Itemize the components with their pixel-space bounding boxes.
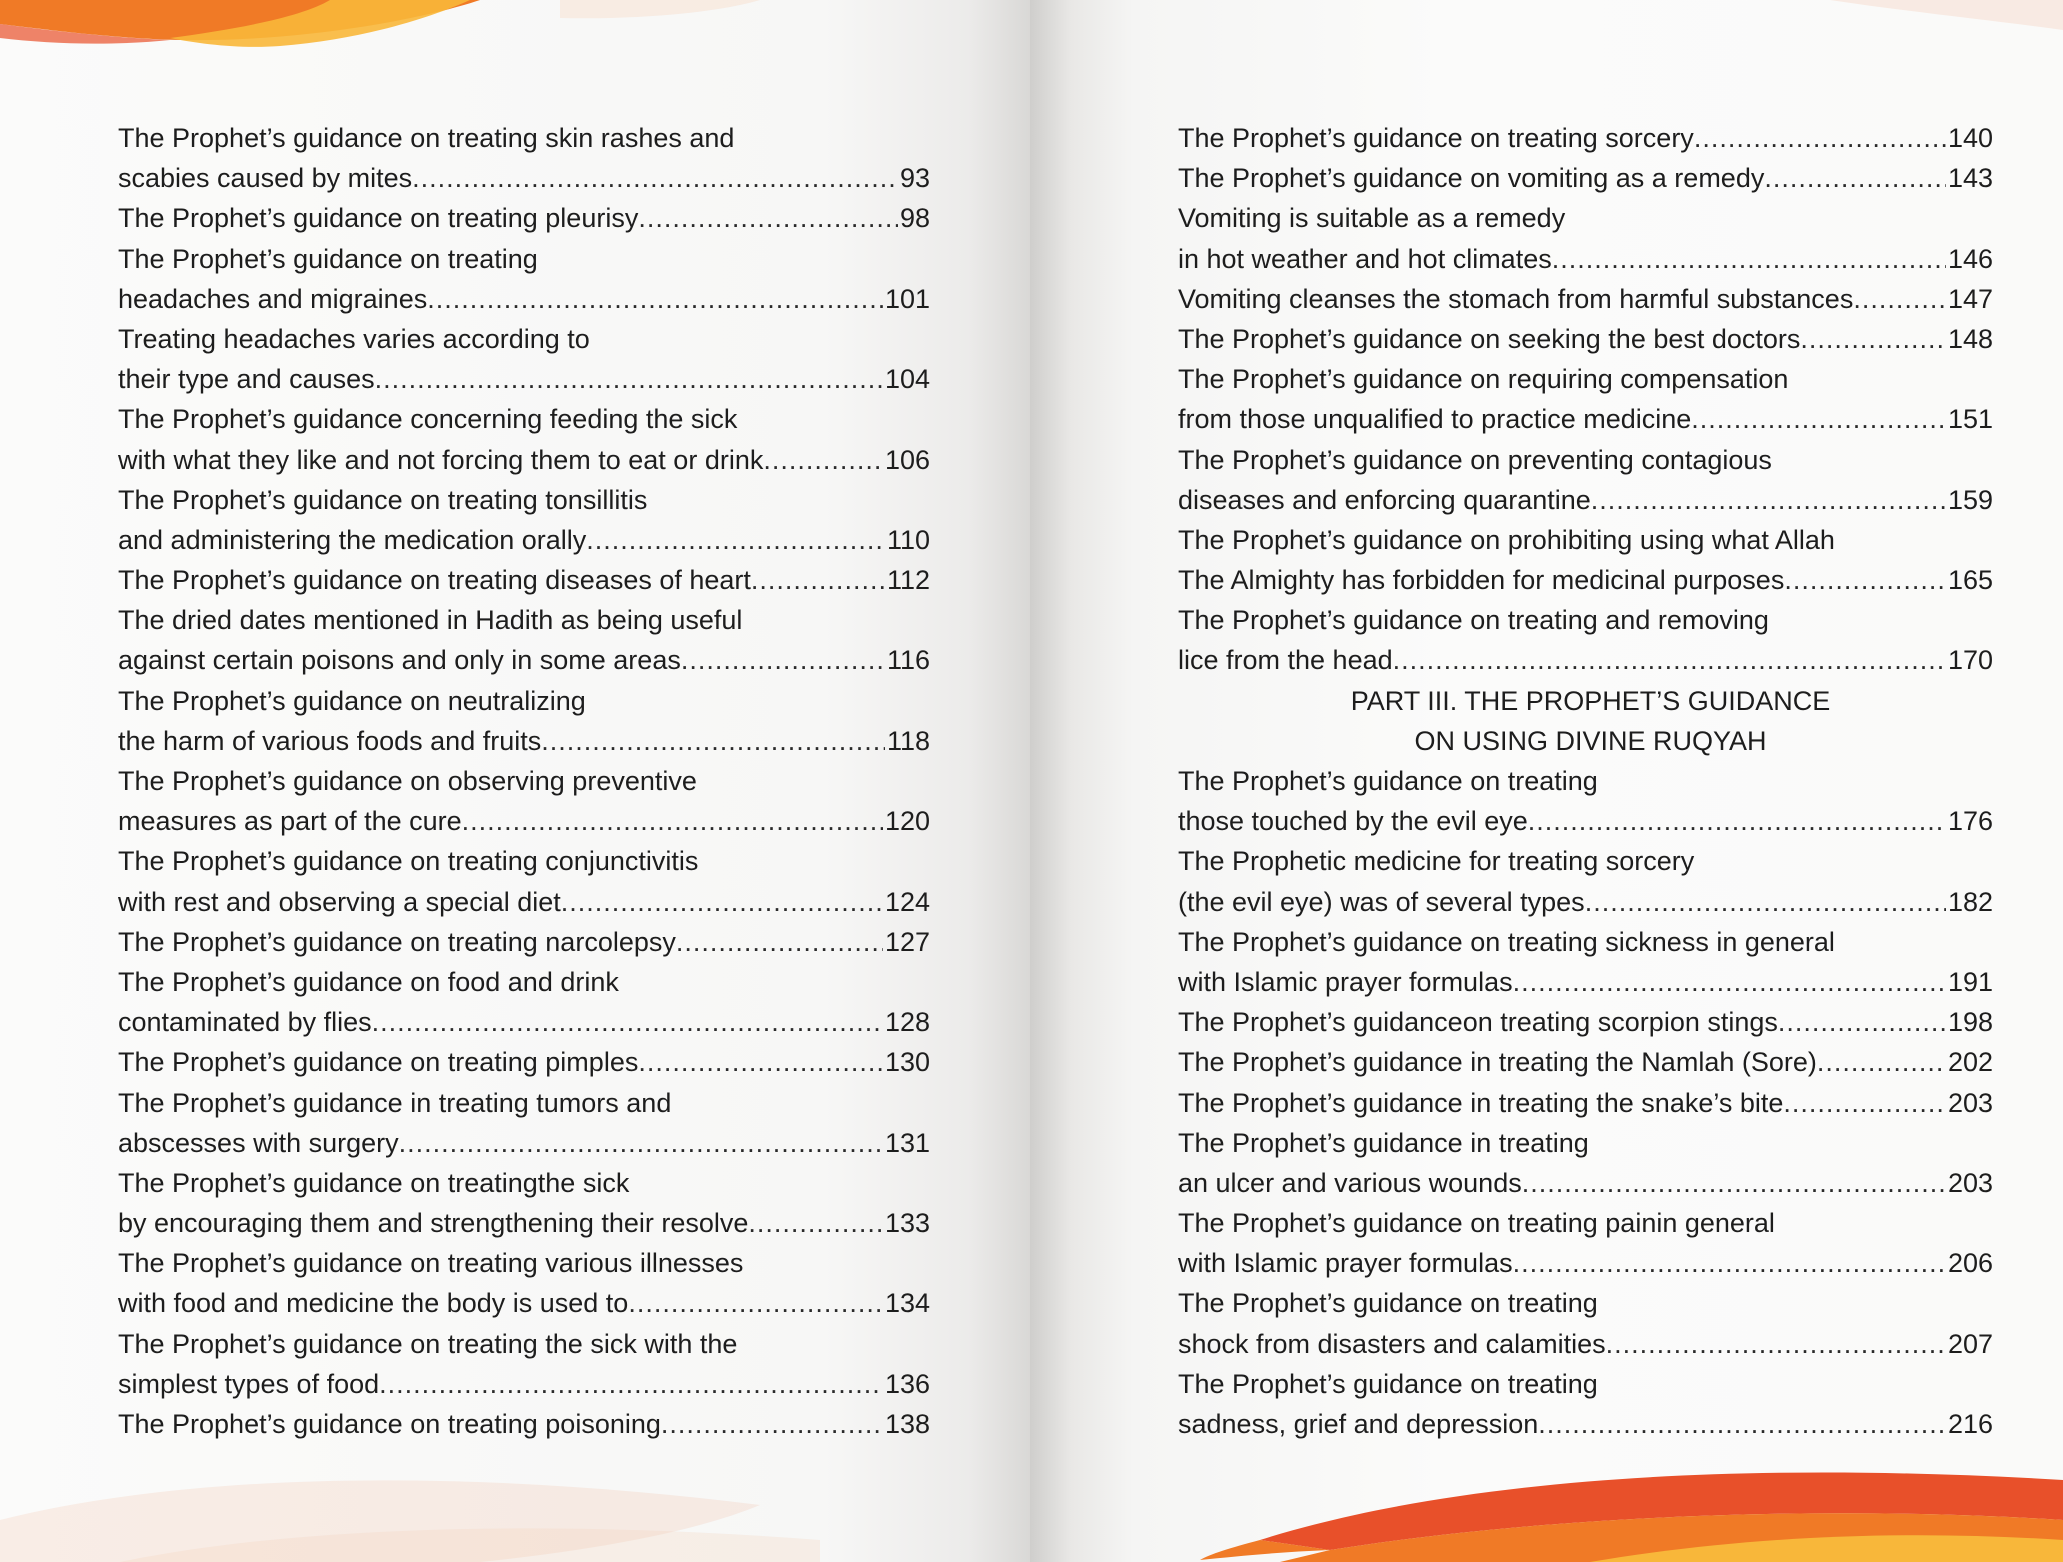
toc-entry-text-line: The Prophet’s guidance on requiring compensation xyxy=(1178,364,1789,395)
toc-entry-title: their type and causes xyxy=(118,364,375,395)
toc-entry-text-line: The Prophet’s guidance on treating xyxy=(118,243,538,274)
toc-entry-title: those touched by the evil eye xyxy=(1178,806,1528,837)
toc-entry-title: with what they like and not forcing them to eat or drink xyxy=(118,444,764,475)
toc-page-number: 138 xyxy=(884,1409,930,1439)
toc-entry-title: The Prophet’s guidance on treating sorcery xyxy=(1178,123,1694,153)
dot-leader xyxy=(1817,1042,1946,1082)
toc-entry-title: The Prophet’s guidance in treating the Namlah (Sore) xyxy=(1178,1047,1817,1078)
toc-page-number: 148 xyxy=(1947,323,1993,354)
toc-entry-line xyxy=(118,440,930,480)
toc-entry-title: Vomiting cleanses the stomach from harmful substances xyxy=(1178,283,1854,314)
toc-entry-line xyxy=(1178,1324,1993,1364)
toc-entry-title: diseases and enforcing quarantine xyxy=(1178,484,1591,515)
toc-page-number: 116 xyxy=(886,645,930,676)
toc-entry-title: The Prophet’s guidance on treating pimples xyxy=(118,1047,639,1078)
toc-entry-line xyxy=(118,1364,930,1404)
dot-leader xyxy=(412,158,898,198)
dot-leader xyxy=(375,359,883,399)
toc-entry-text-line: The Prophet’s guidance on treating sickness in general xyxy=(1178,926,1835,957)
toc-page-number: 118 xyxy=(886,725,930,756)
toc-page-number: 146 xyxy=(1947,243,1993,274)
dot-leader xyxy=(638,198,898,238)
dot-leader xyxy=(1585,882,1946,922)
toc-entry-text-line: The Prophet’s guidance on treating the sick with the xyxy=(118,1328,738,1359)
dot-leader xyxy=(561,882,883,922)
toc-entry-title: The Prophet’s guidance on treating diseases of heart xyxy=(118,565,751,596)
toc-entry-title: The Almighty has forbidden for medicinal purposes xyxy=(1178,565,1785,596)
toc-entry-line xyxy=(118,801,930,841)
toc-entry-line xyxy=(118,560,930,600)
toc-entry-line xyxy=(1178,480,1993,520)
toc-entry-line xyxy=(118,1283,930,1323)
dot-leader xyxy=(372,1002,883,1042)
dot-leader xyxy=(586,520,885,560)
toc-entry-line xyxy=(1178,962,1993,1002)
toc-page-number: 147 xyxy=(1947,283,1993,314)
toc-entry-text-line: The Prophet’s guidance concerning feeding the sick xyxy=(118,404,738,435)
toc-entry-line xyxy=(1178,560,1993,600)
toc-entry-text-line: The Prophet’s guidance on preventing contagious xyxy=(1178,444,1772,475)
dot-leader xyxy=(681,640,885,680)
dot-leader xyxy=(1784,560,1946,600)
toc-entry-title: measures as part of the cure xyxy=(118,806,462,837)
toc-page-number: 130 xyxy=(884,1047,930,1078)
toc-page-number: 112 xyxy=(886,565,930,596)
dot-leader xyxy=(541,721,885,761)
toc-entry-line xyxy=(118,279,930,319)
toc-page-number: 110 xyxy=(886,524,930,555)
toc-entry-line xyxy=(118,1123,930,1163)
right-page xyxy=(1030,0,2063,1562)
dot-leader xyxy=(748,1203,883,1243)
dot-leader xyxy=(661,1404,883,1444)
toc-entry-title: shock from disasters and calamities xyxy=(1178,1328,1606,1359)
toc-entry-text-line: The Prophet’s guidance on treating painin general xyxy=(1178,1208,1775,1239)
toc-entry-line xyxy=(118,640,930,680)
toc-entry-line xyxy=(1178,118,1993,158)
toc-page-number: 182 xyxy=(1947,886,1993,917)
dot-leader xyxy=(1800,319,1946,359)
toc-entry-title: against certain poisons and only in some areas xyxy=(118,645,681,676)
toc-page-number: 151 xyxy=(1947,404,1993,435)
toc-left-list xyxy=(118,118,930,1444)
toc-entry-title: in hot weather and hot climates xyxy=(1178,243,1552,274)
toc-entry-text-line: The Prophet’s guidance on observing preventive xyxy=(118,766,697,796)
toc-entry-text-line: The Prophet’s guidance on neutralizing xyxy=(118,685,586,716)
left-page xyxy=(0,0,1030,1562)
toc-entry-text-line: The Prophet’s guidance on treating and removing xyxy=(1178,605,1769,636)
toc-entry-title: simplest types of food xyxy=(118,1368,380,1399)
toc-entry-title: contaminated by flies xyxy=(118,1007,372,1038)
toc-page-number: 104 xyxy=(884,364,930,395)
toc-entry-text-line: The dried dates mentioned in Hadith as being useful xyxy=(118,605,743,636)
dot-leader xyxy=(399,1123,883,1163)
dot-leader xyxy=(1764,158,1946,198)
toc-entry-line xyxy=(1178,1163,1993,1203)
toc-entry-line xyxy=(1178,640,1993,680)
toc-entry-line xyxy=(1178,158,1993,198)
toc-entry-text-line: The Prophet’s guidance on treating skin rashes and xyxy=(118,123,735,153)
toc-page-number: 143 xyxy=(1947,163,1993,194)
toc-entry-title: and administering the medication orally xyxy=(118,524,587,555)
toc-entry-title: The Prophet’s guidance on treating pleurisy xyxy=(118,203,639,234)
toc-entry-title: The Prophet’s guidance on treating narcolepsy xyxy=(118,926,676,957)
toc-entry-line xyxy=(1178,1243,1993,1283)
part-heading: PART III. THE PROPHET’S GUIDANCE xyxy=(1350,685,1831,716)
toc-entry-line xyxy=(118,359,930,399)
toc-entry-line xyxy=(1178,1404,1993,1444)
toc-page-number: 216 xyxy=(1947,1409,1993,1439)
toc-entry-text-line: The Prophet’s guidance on treating xyxy=(1178,1288,1598,1319)
dot-leader xyxy=(1606,1324,1946,1364)
toc-entry-title: from those unqualified to practice medicine xyxy=(1178,404,1692,435)
toc-entry-line xyxy=(1178,399,1993,439)
dot-leader xyxy=(462,801,883,841)
toc-entry-title: an ulcer and various wounds xyxy=(1178,1167,1522,1198)
toc-entry-text-line: The Prophetic medicine for treating sorcery xyxy=(1178,846,1695,877)
toc-entry-line xyxy=(1178,882,1993,922)
dot-leader xyxy=(628,1283,883,1323)
toc-entry-title: with food and medicine the body is used to xyxy=(118,1288,629,1319)
toc-page-number: 131 xyxy=(884,1127,930,1158)
toc-entry-text-line: The Prophet’s guidance on treating conjunctivitis xyxy=(118,846,699,877)
toc-entry-line xyxy=(118,882,930,922)
toc-right-list xyxy=(1178,118,1993,1444)
toc-entry-line xyxy=(118,1404,930,1444)
toc-entry-title: (the evil eye) was of several types xyxy=(1178,886,1585,917)
toc-entry-title: abscesses with surgery xyxy=(118,1127,399,1158)
toc-entry-title: with Islamic prayer formulas xyxy=(1178,1248,1513,1279)
dot-leader xyxy=(1393,640,1946,680)
toc-entry-text-line: The Prophet’s guidance on treating xyxy=(1178,1368,1598,1399)
toc-page-number: 203 xyxy=(1947,1167,1993,1198)
toc-entry-title: The Prophet’s guidance in treating the snake’s bite xyxy=(1178,1087,1784,1118)
dot-leader xyxy=(1538,1404,1946,1444)
toc-entry-line xyxy=(118,158,930,198)
toc-page-number: 120 xyxy=(884,806,930,837)
toc-entry-line xyxy=(1178,1042,1993,1082)
dot-leader xyxy=(676,922,883,962)
toc-page-number: 128 xyxy=(884,1007,930,1038)
dot-leader xyxy=(1522,1163,1946,1203)
toc-page-number: 165 xyxy=(1947,565,1993,596)
toc-page-number: 170 xyxy=(1947,645,1993,676)
toc-page-number: 136 xyxy=(884,1368,930,1399)
toc-entry-title: scabies caused by mites xyxy=(118,163,413,194)
toc-entry-title: lice from the head xyxy=(1178,645,1393,676)
toc-entry-title: sadness, grief and depression xyxy=(1178,1409,1539,1439)
dot-leader xyxy=(1853,279,1946,319)
toc-entry-title: The Prophet’s guidance on treating poisoning xyxy=(118,1409,661,1439)
toc-entry-title: The Prophet’s guidanceon treating scorpion stings xyxy=(1178,1007,1778,1038)
dot-leader xyxy=(1694,118,1946,158)
toc-entry-line xyxy=(118,198,930,238)
dot-leader xyxy=(427,279,883,319)
toc-page-number: 98 xyxy=(899,203,930,234)
toc-page-number: 203 xyxy=(1947,1087,1993,1118)
toc-page-number: 159 xyxy=(1947,484,1993,515)
dot-leader xyxy=(751,560,885,600)
part-heading: ON USING DIVINE RUQYAH xyxy=(1414,725,1767,756)
toc-page-number: 176 xyxy=(1947,806,1993,837)
toc-entry-line xyxy=(118,922,930,962)
toc-entry-line xyxy=(1178,801,1993,841)
toc-entry-text-line: The Prophet’s guidance on prohibiting using what Allah xyxy=(1178,524,1835,555)
toc-entry-line xyxy=(1178,1083,1993,1123)
dot-leader xyxy=(1528,801,1946,841)
toc-entry-title: The Prophet’s guidance on seeking the best doctors xyxy=(1178,323,1801,354)
dot-leader xyxy=(1783,1083,1946,1123)
toc-entry-text-line: The Prophet’s guidance in treating tumors and xyxy=(118,1087,672,1118)
dot-leader xyxy=(1513,962,1946,1002)
toc-page-number: 133 xyxy=(884,1208,930,1239)
toc-entry-title: headaches and migraines xyxy=(118,283,428,314)
dot-leader xyxy=(638,1042,883,1082)
dot-leader xyxy=(1778,1002,1946,1042)
toc-page-number: 191 xyxy=(1947,966,1993,997)
dot-leader xyxy=(1513,1243,1946,1283)
toc-entry-title: the harm of various foods and fruits xyxy=(118,725,542,756)
dot-leader xyxy=(1552,239,1946,279)
toc-entry-line xyxy=(118,1042,930,1082)
toc-page-number: 206 xyxy=(1947,1248,1993,1279)
toc-entry-text-line: Treating headaches varies according to xyxy=(118,323,590,354)
toc-entry-line xyxy=(118,1203,930,1243)
toc-entry-text-line: The Prophet’s guidance on treating xyxy=(1178,766,1598,796)
toc-entry-text-line: The Prophet’s guidance on treating various illnesses xyxy=(118,1248,744,1279)
toc-entry-line xyxy=(118,520,930,560)
dot-leader xyxy=(1591,480,1946,520)
dot-leader xyxy=(379,1364,883,1404)
toc-entry-line xyxy=(1178,239,1993,279)
toc-page-number: 198 xyxy=(1947,1007,1993,1038)
toc-page-number: 207 xyxy=(1947,1328,1993,1359)
toc-page-number: 202 xyxy=(1947,1047,1993,1078)
toc-entry-line xyxy=(1178,319,1993,359)
toc-entry-title: The Prophet’s guidance on vomiting as a remedy xyxy=(1178,163,1765,194)
toc-entry-title: by encouraging them and strengthening their resolve xyxy=(118,1208,749,1239)
toc-page-number: 124 xyxy=(884,886,930,917)
toc-entry-line xyxy=(1178,279,1993,319)
toc-page-number: 127 xyxy=(884,926,930,957)
dot-leader xyxy=(1691,399,1946,439)
toc-entry-text-line: Vomiting is suitable as a remedy xyxy=(1178,203,1566,234)
toc-page-number: 140 xyxy=(1947,123,1993,153)
dot-leader xyxy=(763,440,883,480)
toc-page-number: 101 xyxy=(884,283,930,314)
toc-entry-line xyxy=(118,721,930,761)
toc-entry-text-line: The Prophet’s guidance on food and drink xyxy=(118,966,619,997)
toc-entry-title: with rest and observing a special diet xyxy=(118,886,561,917)
toc-page-number: 134 xyxy=(884,1288,930,1319)
toc-entry-line xyxy=(118,1002,930,1042)
toc-entry-text-line: The Prophet’s guidance on treatingthe sick xyxy=(118,1167,630,1198)
toc-entry-line xyxy=(1178,1002,1993,1042)
toc-entry-title: with Islamic prayer formulas xyxy=(1178,966,1513,997)
toc-entry-text-line: The Prophet’s guidance in treating xyxy=(1178,1127,1589,1158)
toc-page-number: 93 xyxy=(899,163,930,194)
toc-entry-text-line: The Prophet’s guidance on treating tonsillitis xyxy=(118,484,648,515)
toc-page-number: 106 xyxy=(884,444,930,475)
